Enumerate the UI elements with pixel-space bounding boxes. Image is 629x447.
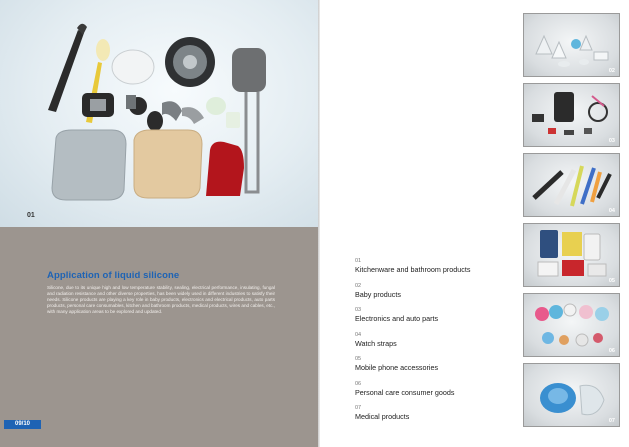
category-index [355,258,515,430]
index-item[interactable] [355,283,515,308]
section-title: Application of liquid silicone [47,270,180,281]
index-label: Medical products [355,412,410,421]
thumbnail-number: 02 [608,68,615,74]
phone-accessories-illustration [524,224,620,287]
thumbnail-number: 03 [608,138,615,144]
index-number: 03 [355,307,362,313]
thumbnail-column [523,13,620,433]
baby-products-illustration [524,14,620,77]
index-number: 02 [355,282,362,289]
index-label: Personal care consumer goods [355,387,455,397]
index-item[interactable] [355,307,515,332]
index-item[interactable] [355,405,515,430]
medical-products-illustration [524,364,620,427]
index-item[interactable] [355,258,515,283]
hero-product-photo [0,0,318,227]
index-number: 05 [355,356,362,362]
index-label: Baby products [355,289,401,299]
thumbnail-number: 05 [608,278,615,284]
index-item[interactable] [355,332,515,357]
index-label: Electronics and auto parts [355,314,439,323]
index-label: Mobile phone accessories [355,363,439,372]
silicone-products-illustration [0,0,318,227]
thumbnail-baby-products[interactable] [523,13,620,77]
thumbnail-electronics[interactable] [523,83,620,147]
intro-panel [0,227,318,447]
index-number: 04 [355,331,362,338]
watch-straps-illustration [524,154,620,217]
personal-care-illustration [524,294,620,357]
index-label: Watch straps [355,338,397,348]
thumbnail-personal-care[interactable] [523,293,620,357]
index-item[interactable] [355,381,515,406]
thumbnail-watch-straps[interactable] [523,153,620,217]
thumbnail-medical-products[interactable] [523,363,620,427]
thumbnail-number: 07 [608,418,615,424]
page-spine [318,0,320,447]
index-number: 07 [355,405,362,411]
hero-number: 01 [27,212,35,219]
index-number: 01 [355,258,362,264]
page-number-badge: 09/10 [4,420,41,429]
thumbnail-number: 06 [608,348,615,354]
thumbnail-number: 04 [608,208,615,214]
index-number: 06 [355,380,362,387]
electronics-illustration [524,84,620,147]
thumbnail-phone-accessories[interactable] [523,223,620,287]
index-item[interactable] [355,356,515,381]
index-label: Kitchenware and bathroom products [355,265,471,274]
intro-paragraph: Silicone, due to its unique high and low temperature stability, sealing, electrical performance, insulating, fungal and radiation resistance and other diverse properties, has been widely used in different industries to satisfy their needs. Silicone products are playing a key role in baby products, electronics and electrical products, auto parts products, personal care consumables, kitchen and bathroom products, medical products, wires and cables, etc., with many application areas to be explored and updated. [47,285,275,314]
